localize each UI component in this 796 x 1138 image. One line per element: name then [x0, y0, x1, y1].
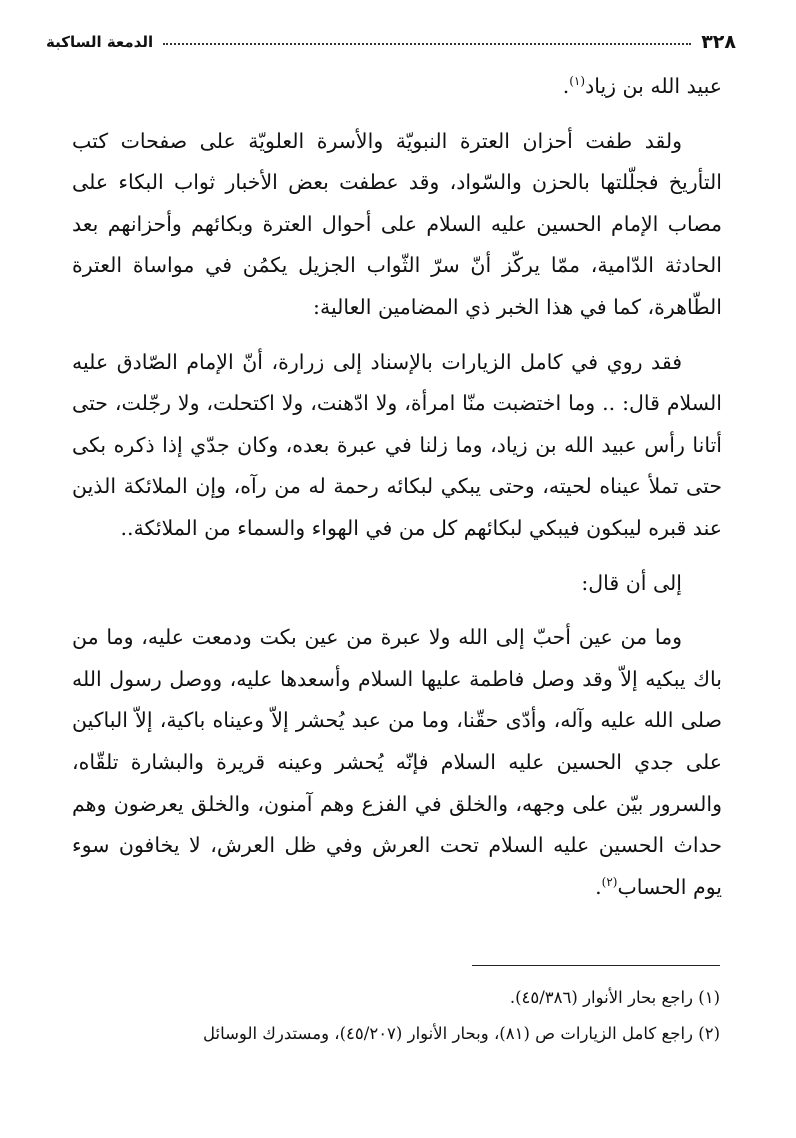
book-title: الدمعة الساكبة — [46, 33, 154, 51]
paragraph-4: إلى أن قال: — [581, 570, 682, 595]
footnote-separator — [472, 965, 720, 966]
paragraph-2: ولقد طفت أحزان العترة النبويّة والأسرة العلويّة على صفحات كتب التأريخ فجلّلتها بالحزن والسّواد، وقد عطفت بعض الأخبار ثواب البكاء على مصاب الإمام الحسين عليه السلام على أحوال العترة وبكائهم وأحزانهم بعد الحادثة الدّامية، ممّا يركّز أنّ سرّ الثّواب الجزيل يكمُن في مواساة العترة الطّاهرة، كما في هذا الخبر ذي المضامين العالية: — [72, 128, 722, 319]
paragraph-1-end: . — [562, 74, 570, 98]
paragraph-1 — [72, 66, 722, 108]
footnote-ref-1: (١) — [569, 74, 586, 89]
paragraph-5-text: وما من عين أحبّ إلى الله ولا عبرة من عين بكت ودمعت عليه، وما من باك يبكيه إلاّ وقد وصل فاطمة عليها السلام وأسعدها عليه، ووصل رسول الله صلى الله عليه وآله، وأدّى حقّنا، وما من عبد يُحشر إلاّ وعيناه باكية، إلاّ الباكين على جدي الحسين عليه السلام فإنّه يُحشر وعينه قريرة والبشارة تلقّاه، والسرور بيّن على وجهه، والخلق في الفزع وهم آمنون، والخلق يعرضون وهم حداث الحسين عليه السلام تحت العرش وفي ظل العرش، لا يخافون سوء يوم الحساب — [72, 625, 722, 899]
main-text — [72, 66, 722, 908]
paragraph-5 — [72, 617, 722, 908]
footnote-ref-2: (٢) — [601, 874, 618, 889]
footnotes — [74, 980, 720, 1052]
running-header — [46, 30, 736, 54]
paragraph-3: فقد روي في كامل الزيارات بالإسناد إلى زرارة، أنّ الإمام الصّادق عليه السلام قال: .. وما اختضبت منّا امرأة، ولا ادّهنت، ولا اكتحلت، ولا رجّلت، حتى أتانا رأس عبيد الله بن زياد، وما زلنا في عبرة بعده، وكان جدّي إذا ذكره بكى حتى تملأ عيناه لحيته، وحتى يبكي لبكائه رحمة له من رآه، وإن الملائكة الذين عند قبره ليبكون فيبكي لبكائهم كل من في الهواء والسماء من الملائكة.. — [72, 349, 722, 540]
page-number: ٣٢٨ — [701, 31, 736, 53]
paragraph-5-end: . — [595, 874, 602, 899]
paragraph-1-text: عبيد الله بن زياد — [585, 74, 722, 98]
footnote-2: (٢) راجع كامل الزيارات ص (٨١)، وبحار الأنوار (٤٥/٢٠٧)، ومستدرك الوسائل — [202, 1024, 720, 1043]
footnote-1: (١) راجع بحار الأنوار (٤٥/٣٨٦). — [509, 988, 720, 1007]
header-dotted-leader — [163, 43, 691, 45]
